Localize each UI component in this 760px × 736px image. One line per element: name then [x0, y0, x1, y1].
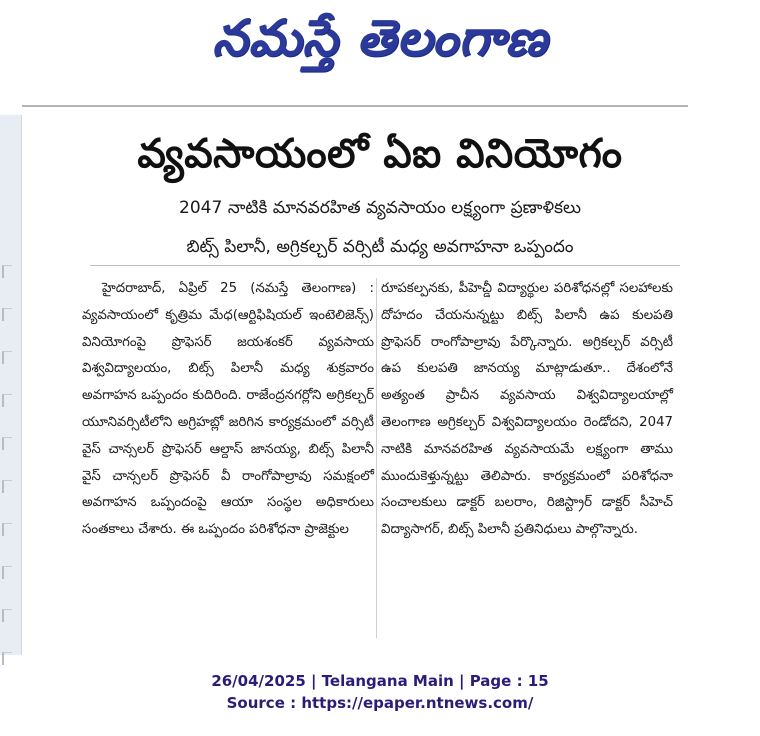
news-article	[60, 115, 700, 655]
subhead-divider	[90, 265, 680, 266]
adjacent-page-text-fragments	[2, 265, 12, 695]
masthead-title: నమస్తే తెలంగాణ	[212, 9, 548, 67]
column-divider	[376, 278, 377, 638]
article-subheadline-1: 2047 నాటికి మానవరహిత వ్యవసాయం లక్ష్యంగా ప్రణాళికలు	[179, 198, 581, 218]
source-footer	[0, 670, 760, 714]
adjacent-page-strip	[0, 115, 22, 655]
article-headline: వ్యవసాయంలో ఏఐ వినియోగం	[137, 131, 623, 177]
footer-date-edition-page: 26/04/2025 | Telangana Main | Page : 15	[211, 672, 549, 690]
article-body-right-column: రూపకల్పనకు, పీహెచ్డీ విద్యార్థుల పరిశోధనల్లో సలహాలకు దోహదం చేయనున్నట్టు బిట్స్ పిలానీ ఉప కులపతి ప్రొఫెసర్ రాంగోపాల్రావు పేర్కొన్నారు. అగ్రికల్చర్ వర్సిటీ ఉప కులపతి జానయ్య మాట్లాడుతూ.. దేశంలోనే అత్యంత ప్రాచీన వ్యవసాయ విశ్వవిద్యాలయాల్లో తెలంగాణ అగ్రికల్చర్ విశ్వవిద్యాలయం రెండోదని, 2047 నాటికి మానవరహిత వ్యవసాయమే లక్ష్యంగా తాము ముందుకెళ్తున్నట్టు తెలిపారు. కార్యక్రమంలో పరిశోధనా సంచాలకులు డాక్టర్ బలరాం, రిజిస్ట్రార్ డాక్టర్ సీహెచ్ విద్యాసాగర్, బిట్స్ పిలానీ ప్రతినిధులు పాల్గొన్నారు.	[381, 281, 673, 538]
article-body-left-column: హైదరాబాద్, ఏప్రిల్ 25 (నమస్తే తెలంగాణ) : వ్యవసాయంలో కృత్రిమ మేధ(ఆర్టిఫిషియల్ ఇంటెలిజెన్స్) వినియోగంపై ప్రొఫెసర్ జయశంకర్ వ్యవసాయ విశ్వవిద్యాలయం, బిట్స్ పిలానీ మధ్య శుక్రవారం అవగాహన ఒప్పందం కుదిరింది. రాజేంద్రనగర్లోని అగ్రికల్చర్ యూనివర్సిటీలోని అగ్రిహబ్లో జరిగిన కార్యక్రమంలో వర్సిటీ వైస్ చాన్సలర్ ప్రొఫెసర్ ఆల్దాస్ జానయ్య, బిట్స్ పిలానీ వైస్ చాన్సలర్ ప్రొఫెసర్ వీ రాంగోపాల్రావు సమక్షంలో అవగాహన ఒప్పందంపై ఆయా సంస్థల అధికారులు సంతకాలు చేశారు. ఈ ఒప్పందం పరిశోధనా ప్రాజెక్టుల	[82, 281, 374, 538]
article-subheadline-2: బిట్స్ పిలానీ, అగ్రికల్చర్ వర్సిటీ మధ్య అవగాహనా ఒప్పందం	[186, 237, 574, 257]
masthead	[0, 0, 760, 100]
footer-source-link[interactable]: Source : https://epaper.ntnews.com/	[226, 694, 534, 712]
masthead-divider	[22, 105, 688, 107]
